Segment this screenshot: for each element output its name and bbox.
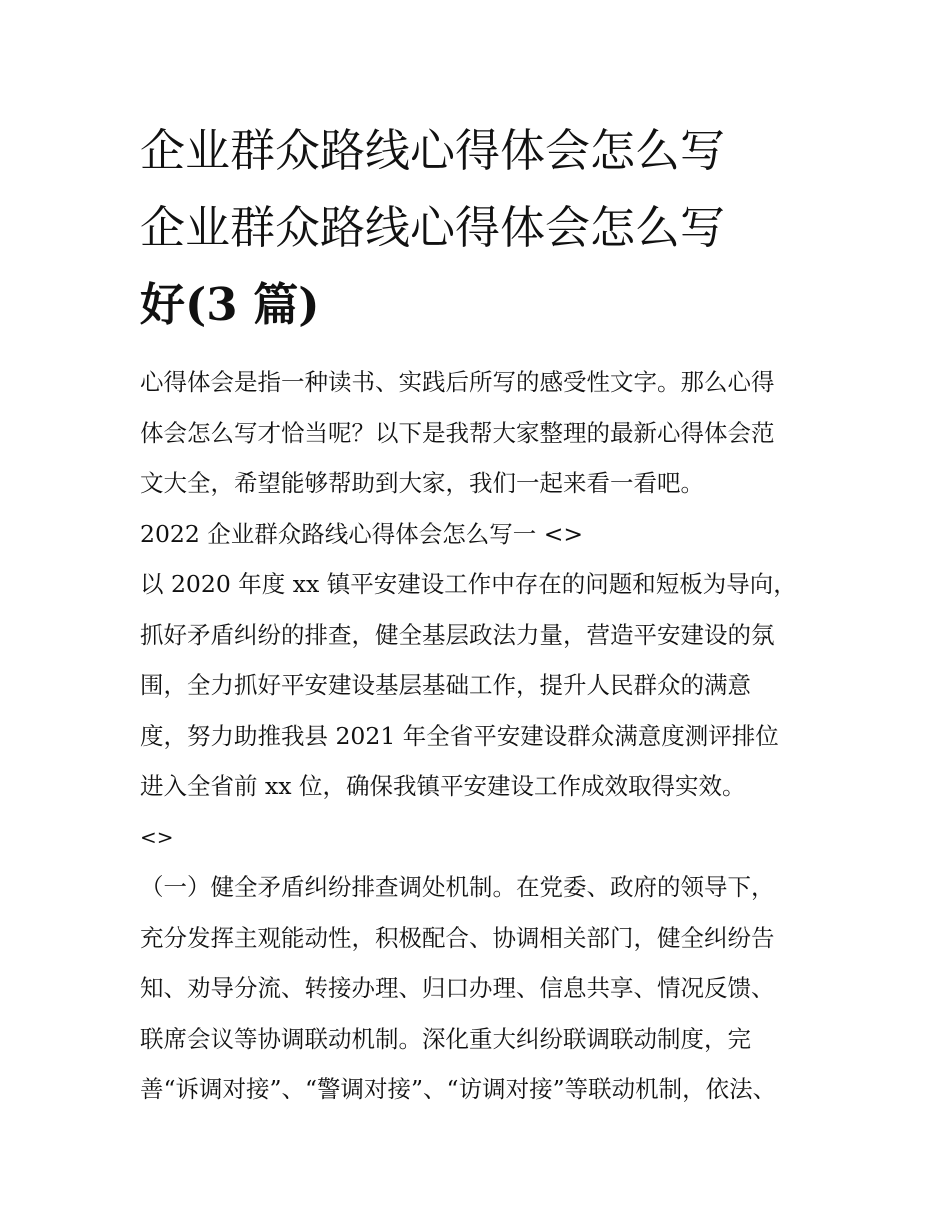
body-line: 围，全力抓好平安建设基层基础工作，提升人民群众的满意 <box>140 671 751 699</box>
document-body <box>140 357 820 1115</box>
body-line: <> <box>140 824 174 849</box>
body-line: 联席会议等协调联动机制。深化重大纠纷联调联动制度，完 <box>140 1024 751 1053</box>
document-title-line-3 <box>140 266 820 343</box>
body-line: 以 2020 年度 xx 镇平安建设工作中存在的问题和短板为导向， <box>140 570 797 598</box>
body-line: 心得体会是指一种读书、实践后所写的感受性文字。那么心得 <box>140 368 775 396</box>
body-line: （一）健全矛盾纠纷排查调处机制。在党委、政府的领导下， <box>140 873 775 901</box>
body-line: 善“诉调对接”、“警调对接”、“访调对接”等联动机制，依法、 <box>140 1075 777 1103</box>
section-heading: 2022 企业群众路线心得体会怎么写一 <> <box>140 519 584 548</box>
document-content <box>140 112 820 1115</box>
body-line: 度，努力助推我县 2021 年全省平安建设群众满意度测评排位 <box>140 721 779 750</box>
document-title-line-3-text: 好(3 篇) <box>140 278 320 331</box>
body-line: 进入全省前 xx 位，确保我镇平安建设工作成效取得实效。 <box>140 772 746 800</box>
body-line: 知、劝导分流、转接办理、归口办理、信息共享、情况反馈、 <box>140 974 775 1002</box>
body-line: 抓好矛盾纠纷的排查，健全基层政法力量，营造平安建设的氛 <box>140 620 775 649</box>
body-line: 体会怎么写才恰当呢？以下是我帮大家整理的最新心得体会范 <box>140 418 775 447</box>
body-line: 文大全，希望能够帮助到大家，我们一起来看一看吧。 <box>140 469 704 497</box>
document-title-line-2: 企业群众路线心得体会怎么写 <box>140 201 726 254</box>
document-title-line-1: 企业群众路线心得体会怎么写 <box>140 124 726 177</box>
body-line: 充分发挥主观能动性，积极配合、协调相关部门，健全纠纷告 <box>140 923 775 952</box>
